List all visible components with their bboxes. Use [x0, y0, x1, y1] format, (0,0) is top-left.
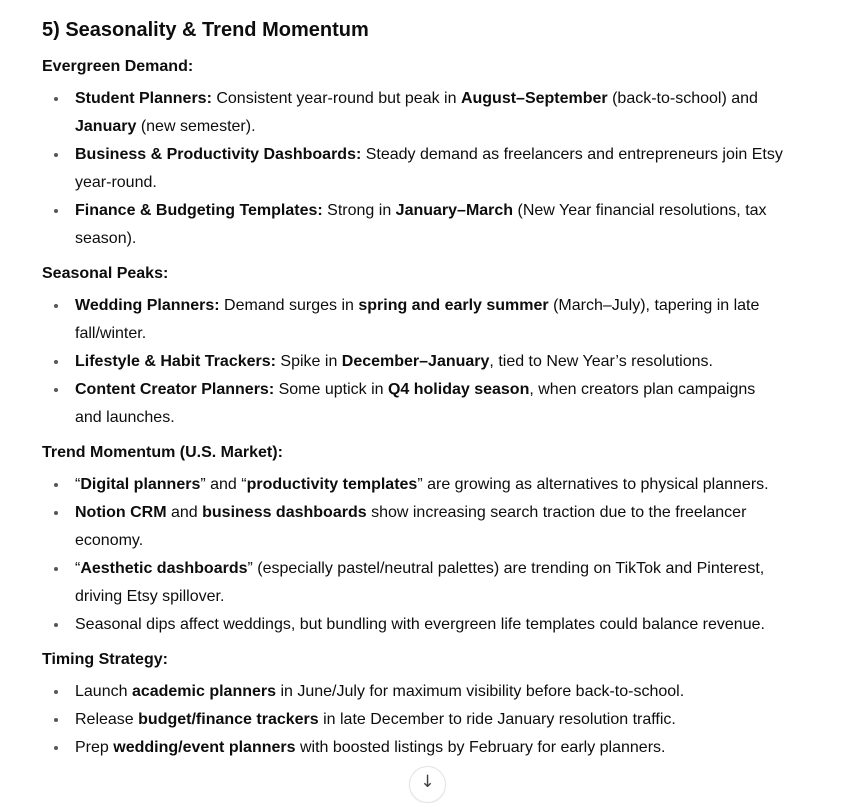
text: ” are growing as alternatives to physical planners.: [417, 476, 769, 493]
sections-container: [42, 53, 786, 762]
page-title: 5) Seasonality & Trend Momentum: [42, 19, 369, 41]
text: with boosted listings by February for early planners.: [295, 739, 666, 756]
text: in late December to ride January resolution traffic.: [318, 711, 676, 728]
text: ” (especially pastel/neutral palettes) are trending on TikTok and Pinterest, driving Etsy spillover.: [75, 560, 765, 605]
bold-text: business dashboards: [202, 504, 367, 521]
document-body: [42, 16, 786, 762]
text: Some uptick in: [274, 381, 388, 398]
text: (new semester).: [136, 118, 256, 135]
text: Release: [75, 711, 139, 728]
text: Spike in: [275, 353, 342, 370]
section-heading: Trend Momentum (U.S. Market):: [42, 444, 283, 461]
list-item: [75, 471, 786, 499]
text: show increasing search traction due to the freelancer economy.: [75, 504, 747, 549]
text: “: [75, 560, 81, 577]
bold-text: spring and early summer: [358, 297, 549, 314]
text: Launch: [75, 683, 132, 700]
text: , when creators plan campaigns and launches.: [75, 381, 756, 426]
text: Steady demand as freelancers and entrepreneurs join Etsy year-round.: [75, 146, 783, 191]
text: in June/July for maximum visibility before back-to-school.: [276, 683, 685, 700]
text: Strong in: [322, 202, 396, 219]
section-heading: Seasonal Peaks:: [42, 265, 169, 282]
bold-text: January–March: [395, 202, 514, 219]
bullet-list: [42, 471, 786, 639]
bold-text: Business & Productivity Dashboards:: [75, 146, 362, 163]
text: ” and “: [200, 476, 247, 493]
list-item: [75, 348, 786, 376]
bold-text: Notion CRM: [75, 504, 167, 521]
bold-text: Aesthetic dashboards: [80, 560, 248, 577]
bold-text: Digital planners: [80, 476, 201, 493]
bold-text: Wedding Planners:: [75, 297, 220, 314]
section-heading: Timing Strategy:: [42, 651, 168, 668]
bold-text: productivity templates: [246, 476, 418, 493]
list-item: [75, 678, 786, 706]
list-item: [75, 197, 786, 253]
list-item: [75, 499, 786, 555]
list-item: [75, 292, 786, 348]
text: (back-to-school) and: [607, 90, 758, 107]
list-item: [75, 85, 786, 141]
bold-text: budget/finance trackers: [138, 711, 319, 728]
list-item: [75, 141, 786, 197]
list-item: [75, 555, 786, 611]
list-item: [75, 611, 786, 639]
bold-text: academic planners: [131, 683, 277, 700]
bold-text: Content Creator Planners:: [75, 381, 275, 398]
text: Seasonal dips affect weddings, but bundling with evergreen life templates could balance revenue.: [75, 616, 765, 633]
bullet-list: [42, 678, 786, 762]
bold-text: Q4 holiday season: [387, 381, 530, 398]
bold-text: Student Planners:: [75, 90, 212, 107]
section-heading: Evergreen Demand:: [42, 58, 194, 75]
bold-text: December–January: [341, 353, 490, 370]
text: Consistent year-round but peak in: [211, 90, 461, 107]
list-item: [75, 706, 786, 734]
text: (March–July), tapering in late fall/winter.: [75, 297, 760, 342]
text: “: [75, 476, 81, 493]
bold-text: wedding/event planners: [113, 739, 296, 756]
scroll-to-bottom-button[interactable]: [409, 766, 446, 803]
text: , tied to New Year’s resolutions.: [489, 353, 713, 370]
bold-text: Finance & Budgeting Templates:: [75, 202, 323, 219]
arrow-down-icon: ↓: [420, 772, 435, 792]
text: and: [166, 504, 203, 521]
text: Prep: [75, 739, 114, 756]
bold-text: Lifestyle & Habit Trackers:: [75, 353, 276, 370]
bullet-list: [42, 292, 786, 432]
text: Demand surges in: [219, 297, 359, 314]
list-item: [75, 734, 786, 762]
bullet-list: [42, 85, 786, 253]
list-item: [75, 376, 786, 432]
text: (New Year financial resolutions, tax season).: [75, 202, 767, 247]
bold-text: August–September: [460, 90, 608, 107]
bold-text: January: [75, 118, 137, 135]
